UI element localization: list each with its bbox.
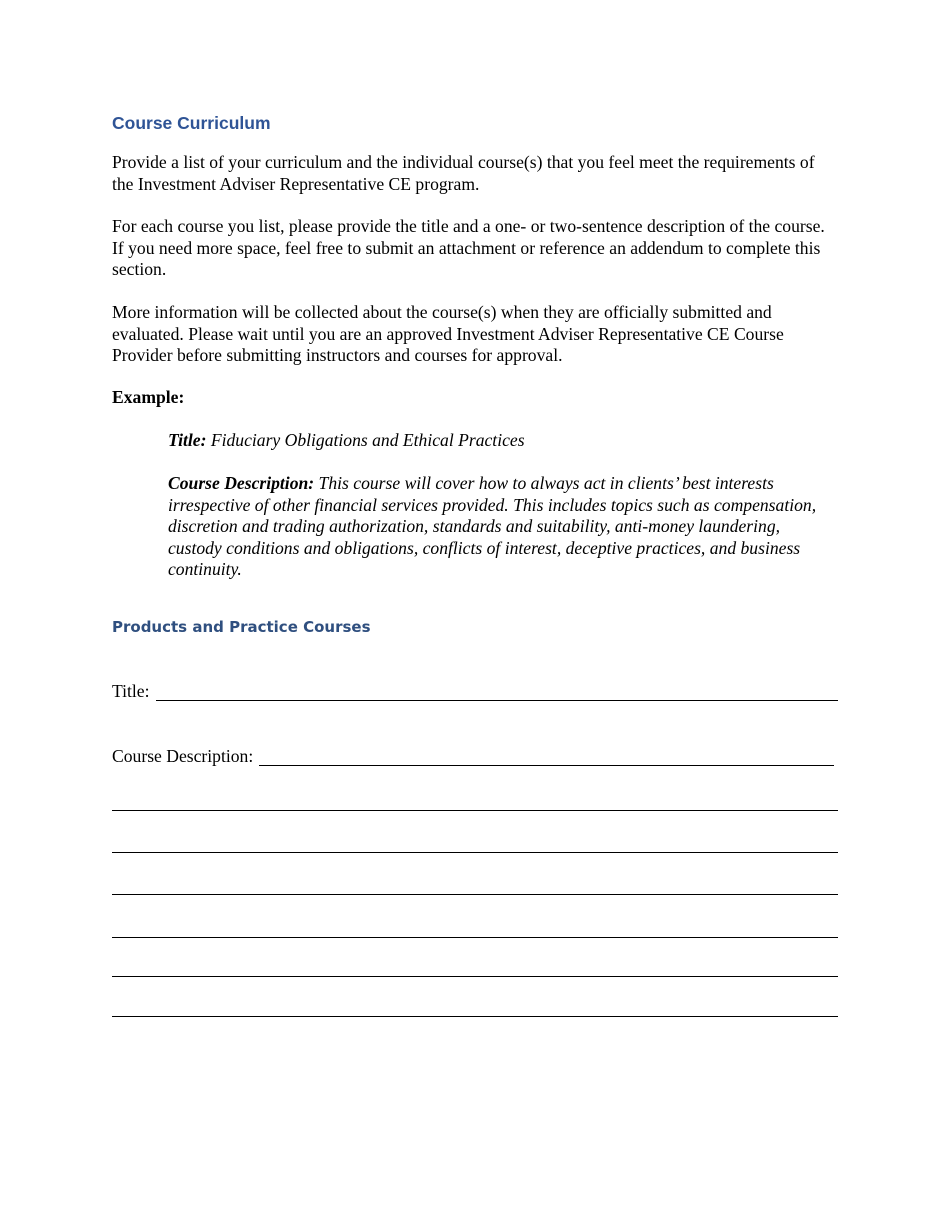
description-line[interactable] bbox=[112, 894, 838, 895]
section-heading: Course Curriculum bbox=[112, 113, 271, 133]
course-description-field-label: Course Description: bbox=[112, 746, 254, 766]
example-title bbox=[168, 430, 828, 452]
example-description-label: Course Description: bbox=[168, 473, 315, 493]
title-field-label: Title: bbox=[112, 681, 150, 701]
instructions-paragraph-2: For each course you list, please provide the title and a one- or two-sentence description of the course. If you need more space, feel free to submit an attachment or reference an addendum to complete this section. bbox=[112, 216, 825, 280]
description-line[interactable] bbox=[112, 1016, 838, 1017]
description-line[interactable] bbox=[112, 937, 838, 938]
example-label: Example: bbox=[112, 387, 185, 407]
description-line[interactable] bbox=[112, 852, 838, 853]
course-description-field-line[interactable] bbox=[259, 747, 834, 766]
example-description-value: This course will cover how to always act in clients’ best interests irrespective of other financial services provided. This includes topics such as compensation, discretion and trading authorization, standards and suitability, anti-money laundering, custody conditions and obligations, conflicts of interest, deceptive practices, and business continuity. bbox=[168, 473, 817, 580]
example-title-label: Title: bbox=[168, 430, 207, 450]
title-field-line[interactable] bbox=[156, 682, 839, 701]
title-field[interactable] bbox=[112, 681, 838, 703]
course-description-field[interactable] bbox=[112, 746, 834, 768]
description-line[interactable] bbox=[112, 810, 838, 811]
instructions-paragraph-3: More information will be collected about the course(s) when they are officially submitted and evaluated. Please wait until you are an approved Investment Adviser Representative CE Course Provider before submitting instructors and courses for approval. bbox=[112, 302, 784, 366]
products-practice-heading: Products and Practice Courses bbox=[112, 618, 371, 636]
description-line[interactable] bbox=[112, 976, 838, 977]
example-title-value: Fiduciary Obligations and Ethical Practices bbox=[210, 430, 525, 450]
instructions-paragraph-1: Provide a list of your curriculum and the individual course(s) that you feel meet the requirements of the Investment Adviser Representative CE program. bbox=[112, 152, 815, 194]
example-description bbox=[168, 473, 828, 581]
